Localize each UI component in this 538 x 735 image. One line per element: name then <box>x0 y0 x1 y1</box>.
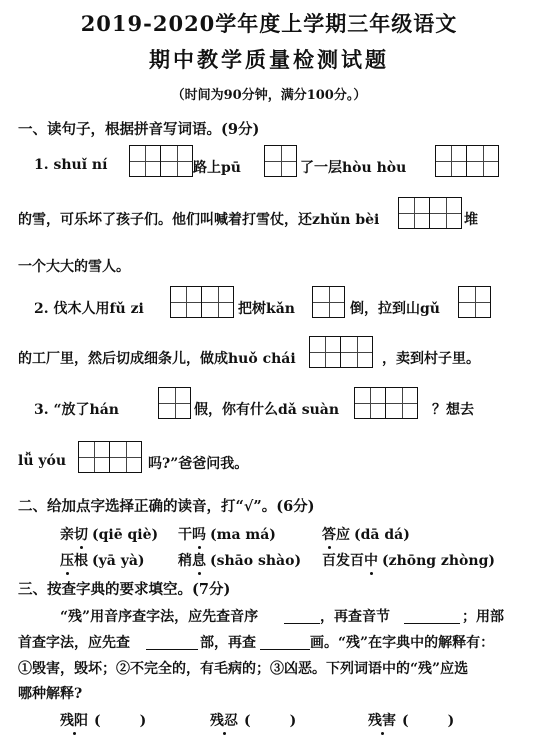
text-buzaicha: 部，再查 <box>200 635 256 651</box>
answer-grid-fuzi[interactable] <box>170 286 234 318</box>
answer-grid-zhunbei[interactable] <box>398 197 462 229</box>
section1-heading: 一、读句子，根据拼音写词语。(9分) <box>18 121 260 138</box>
option-yagen[interactable]: 压根 (yā yà) <box>60 553 145 569</box>
title-line-1: 2019-2020学年度上学期三年级语文 <box>80 11 458 36</box>
text-yinjie: ，再查音节 <box>320 609 390 625</box>
answer-grid-shuini[interactable] <box>129 145 193 177</box>
text-yongbu: ；用部 <box>462 609 504 625</box>
pinyin-shui-ni: 1. shuǐ ní <box>34 157 108 173</box>
answer-grid-houhou[interactable] <box>435 145 499 177</box>
text-maidao: ，卖到村子里。 <box>382 351 480 367</box>
answer-grid-kan[interactable] <box>312 286 345 318</box>
text-kan: 把树kǎn <box>238 301 295 317</box>
text-hua-jieshi: 画。“残”在字典中的解释有： <box>310 635 495 651</box>
answer-grid-pu[interactable] <box>264 145 297 177</box>
option-shaoxi[interactable]: 稍息 (shāo shào) <box>178 553 302 569</box>
blank-bushou[interactable] <box>146 632 198 650</box>
text-xueren: 一个大大的雪人。 <box>18 259 130 275</box>
text-baba-wen: 吗?”爸爸问我。 <box>148 456 249 472</box>
section3-words <box>0 710 538 730</box>
section3-line4: 哪种解释? <box>18 686 83 702</box>
section3-line3: ①毁害，毁坏；②不完全的，有毛病的；③凶恶。下列词语中的“残”应选 <box>18 661 469 677</box>
answer-grid-dasuan[interactable] <box>354 387 418 419</box>
text-lvyou: lǚ yóu <box>18 453 67 469</box>
answer-grid-huochai[interactable] <box>309 336 373 368</box>
word-canyang[interactable]: 残阳 ( ) <box>60 713 147 729</box>
text-han: 3. “放了hán <box>34 402 119 418</box>
text-dui: 堆 <box>464 212 478 228</box>
answer-grid-gu[interactable] <box>458 286 491 318</box>
section2-row1 <box>0 524 538 544</box>
section3-heading: 三、按查字典的要求填空。(7分) <box>18 581 231 598</box>
answer-grid-lvyou[interactable] <box>78 441 142 473</box>
text-yinxu: “残”用音序查字法，应先查音序 <box>60 609 259 625</box>
option-qinqie[interactable]: 亲切 (qiē qiè) <box>60 527 159 543</box>
text-xiangqu: ？想去 <box>432 402 474 418</box>
word-canhai[interactable]: 残害 ( ) <box>368 713 455 729</box>
text-shouchazi: 首查字法，应先查 <box>18 635 130 651</box>
section2-heading: 二、给加点字选择正确的读音，打“√”。(6分) <box>18 498 315 515</box>
option-ganma[interactable]: 干吗 (ma má) <box>178 527 276 543</box>
blank-bihua[interactable] <box>260 632 310 650</box>
option-daying[interactable]: 答应 (dā dá) <box>322 527 410 543</box>
text-dasuan: 假，你有什么dǎ suàn <box>194 402 340 418</box>
answer-grid-han[interactable] <box>158 387 191 419</box>
text-xue-zhunbei: 的雪，可乐坏了孩子们。他们叫喊着打雪仗，还zhǔn bèi <box>18 212 380 228</box>
text-hou-hou: 了一层hòu hòu <box>300 160 407 176</box>
title-line-2: 期中教学质量检测试题 <box>149 47 389 72</box>
option-baifabaizhong[interactable]: 百发百中 (zhōng zhòng) <box>322 553 495 569</box>
text-huochai: 的工厂里，然后切成细条儿，做成huǒ chái <box>18 351 296 367</box>
text-gu: 倒，拉到山gǔ <box>350 301 440 317</box>
text-fuzi: 2. 伐木人用fǔ zi <box>34 301 144 317</box>
section2-row2 <box>0 550 538 570</box>
blank-yinjie[interactable] <box>404 606 460 624</box>
word-canren[interactable]: 残忍 ( ) <box>210 713 297 729</box>
exam-note: （时间为90分钟，满分100分。） <box>171 88 367 103</box>
text-lu-shang-pu: 路上pū <box>193 160 241 176</box>
blank-yinxu[interactable] <box>284 606 320 624</box>
